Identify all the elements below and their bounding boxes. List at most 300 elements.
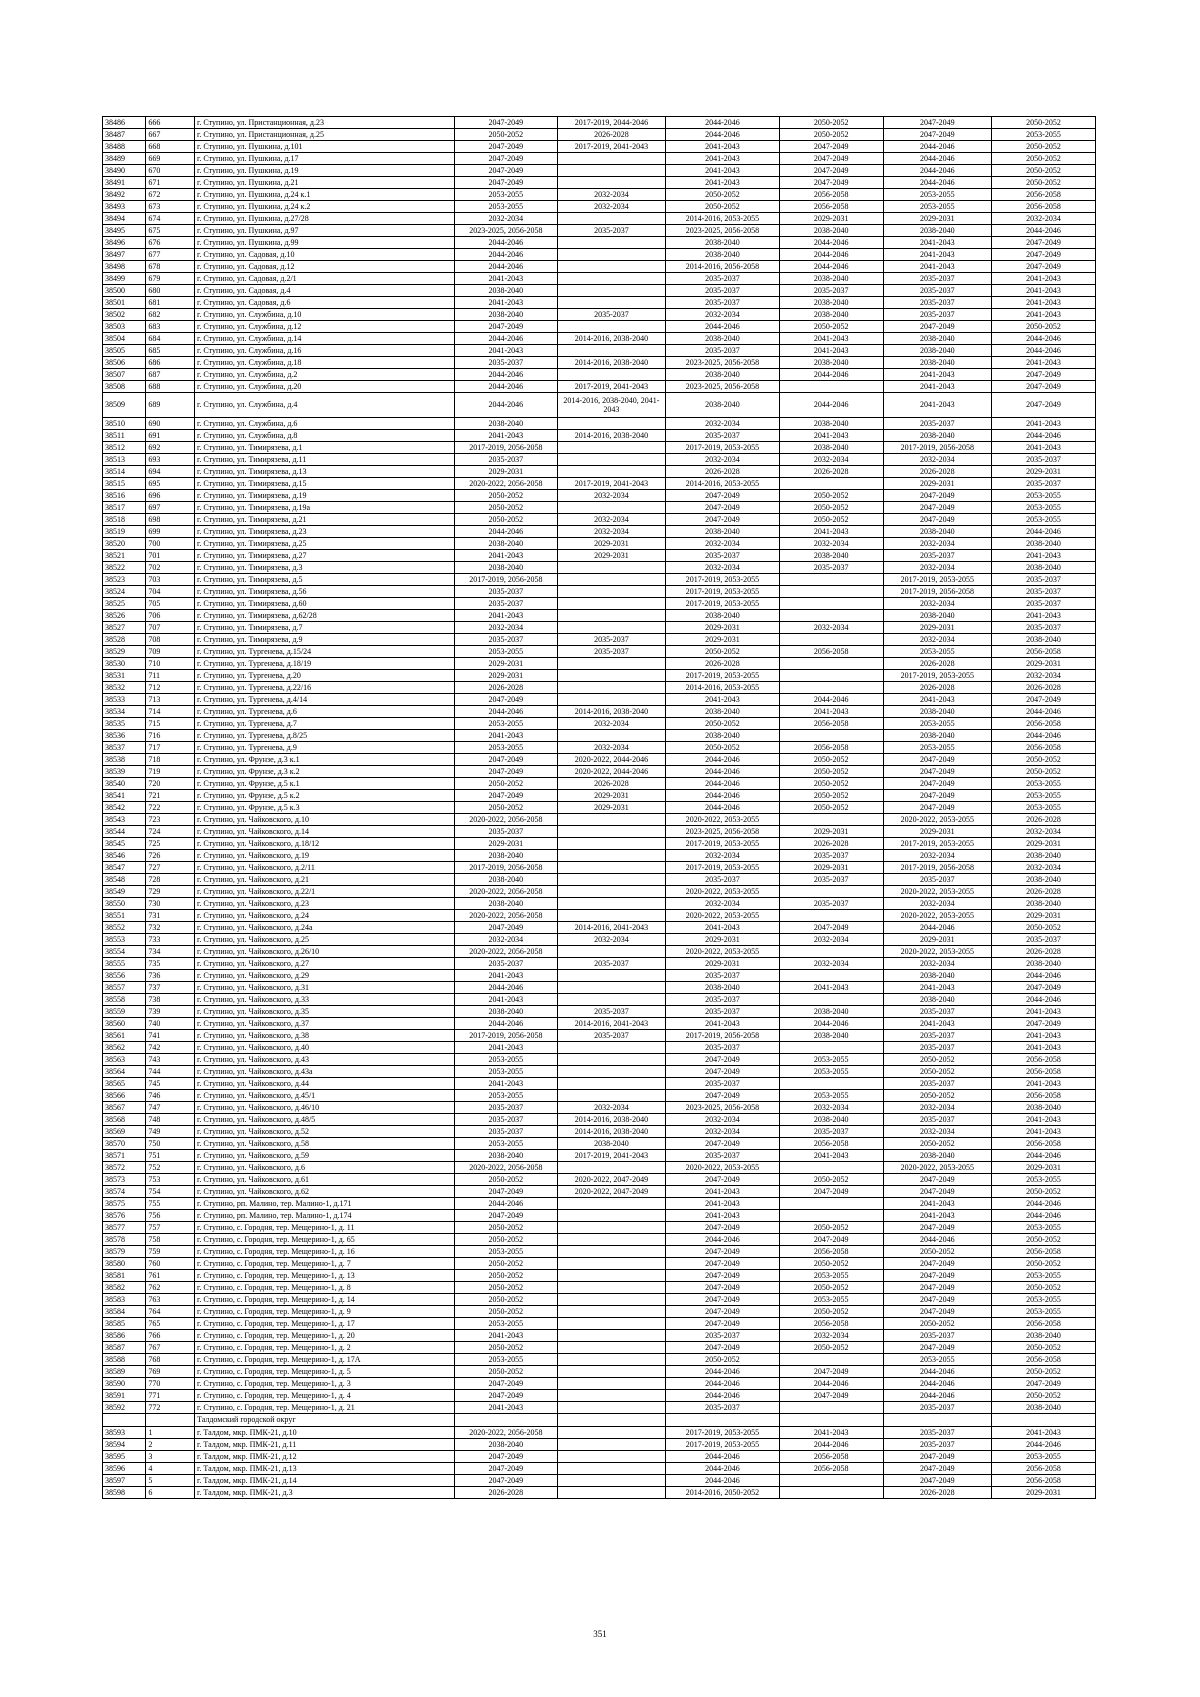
period-3-cell: 2044-2046 — [666, 1234, 780, 1246]
address-cell: г. Ступино, рп. Малино, тер. Малино-1, д.171 — [195, 1198, 455, 1210]
row-number-cell: 38536 — [103, 730, 146, 742]
period-5-cell: 2032-2034 — [883, 562, 991, 574]
row-number-cell: 38593 — [103, 1427, 146, 1439]
period-4-cell: 2047-2049 — [779, 1234, 883, 1246]
period-1-cell — [454, 1414, 557, 1427]
local-number-cell: 754 — [146, 1186, 195, 1198]
local-number-cell: 727 — [146, 862, 195, 874]
period-6-cell: 2038-2040 — [991, 898, 1095, 910]
period-5-cell: 2053-2055 — [883, 189, 991, 201]
period-5-cell: 2029-2031 — [883, 478, 991, 490]
period-1-cell: 2047-2049 — [454, 1186, 557, 1198]
period-6-cell: 2029-2031 — [991, 838, 1095, 850]
period-6-cell: 2032-2034 — [991, 670, 1095, 682]
address-cell: г. Ступино, ул. Тургенева, д.15/24 — [195, 646, 455, 658]
period-4-cell: 2032-2034 — [779, 454, 883, 466]
row-number-cell: 38550 — [103, 898, 146, 910]
local-number-cell: 695 — [146, 478, 195, 490]
table-row — [103, 1126, 1096, 1138]
period-6-cell: 2035-2037 — [991, 586, 1095, 598]
period-6-cell: 2053-2055 — [991, 1270, 1095, 1282]
period-5-cell: 2050-2052 — [883, 1138, 991, 1150]
table-row — [103, 1342, 1096, 1354]
period-5-cell: 2044-2046 — [883, 141, 991, 153]
period-4-cell — [779, 1487, 883, 1499]
table-row — [103, 1318, 1096, 1330]
period-2-cell — [557, 1463, 665, 1475]
period-3-cell: 2047-2049 — [666, 1258, 780, 1270]
period-4-cell: 2047-2049 — [779, 153, 883, 165]
period-6-cell: 2026-2028 — [991, 946, 1095, 958]
row-number-cell: 38489 — [103, 153, 146, 165]
period-5-cell: 2029-2031 — [883, 826, 991, 838]
period-4-cell — [779, 1210, 883, 1222]
period-5-cell: 2047-2049 — [883, 490, 991, 502]
local-number-cell: 764 — [146, 1306, 195, 1318]
period-2-cell: 2032-2034 — [557, 742, 665, 754]
address-cell: г. Ступино, ул. Чайковского, д.25 — [195, 934, 455, 946]
address-cell: г. Ступино, с. Городня, тер. Мещерино-1, д. 11 — [195, 1222, 455, 1234]
row-number-cell: 38568 — [103, 1114, 146, 1126]
table-row — [103, 742, 1096, 754]
period-2-cell: 2017-2019, 2041-2043 — [557, 478, 665, 490]
period-3-cell: 2044-2046 — [666, 754, 780, 766]
period-1-cell: 2050-2052 — [454, 1270, 557, 1282]
local-number-cell: 682 — [146, 309, 195, 321]
period-5-cell: 2047-2049 — [883, 1294, 991, 1306]
period-4-cell: 2044-2046 — [779, 1018, 883, 1030]
row-number-cell: 38558 — [103, 994, 146, 1006]
address-cell: г. Ступино, ул. Чайковского, д.43а — [195, 1066, 455, 1078]
address-cell: г. Ступино, ул. Чайковского, д.40 — [195, 1042, 455, 1054]
period-5-cell: 2035-2037 — [883, 1030, 991, 1042]
local-number-cell: 749 — [146, 1126, 195, 1138]
period-6-cell: 2053-2055 — [991, 1451, 1095, 1463]
row-number-cell: 38522 — [103, 562, 146, 574]
period-1-cell: 2041-2043 — [454, 550, 557, 562]
period-6-cell: 2053-2055 — [991, 802, 1095, 814]
period-5-cell: 2026-2028 — [883, 658, 991, 670]
address-cell: г. Ступино, ул. Службина, д.16 — [195, 345, 455, 357]
period-1-cell: 2035-2037 — [454, 598, 557, 610]
period-6-cell: 2035-2037 — [991, 574, 1095, 586]
period-1-cell: 2047-2049 — [454, 1475, 557, 1487]
address-cell: г. Ступино, ул. Тургенева, д.4/14 — [195, 694, 455, 706]
period-6-cell: 2050-2052 — [991, 153, 1095, 165]
period-6-cell: 2047-2049 — [991, 261, 1095, 273]
period-5-cell: 2047-2049 — [883, 778, 991, 790]
row-number-cell: 38596 — [103, 1463, 146, 1475]
row-number-cell: 38519 — [103, 526, 146, 538]
period-5-cell: 2020-2022, 2053-2055 — [883, 1162, 991, 1174]
local-number-cell: 701 — [146, 550, 195, 562]
period-2-cell — [557, 153, 665, 165]
table-row — [103, 1138, 1096, 1150]
period-1-cell: 2044-2046 — [454, 1018, 557, 1030]
period-2-cell — [557, 502, 665, 514]
period-6-cell: 2035-2037 — [991, 934, 1095, 946]
local-number-cell: 700 — [146, 538, 195, 550]
period-3-cell: 2032-2034 — [666, 538, 780, 550]
period-4-cell — [779, 886, 883, 898]
period-2-cell: 2029-2031 — [557, 790, 665, 802]
table-row — [103, 886, 1096, 898]
row-number-cell: 38504 — [103, 333, 146, 345]
period-4-cell: 2047-2049 — [779, 922, 883, 934]
period-5-cell: 2029-2031 — [883, 213, 991, 225]
period-3-cell: 2017-2019, 2053-2055 — [666, 838, 780, 850]
address-cell: г. Ступино, ул. Чайковского, д.14 — [195, 826, 455, 838]
period-5-cell: 2047-2049 — [883, 766, 991, 778]
local-number-cell: 750 — [146, 1138, 195, 1150]
period-4-cell: 2056-2058 — [779, 1451, 883, 1463]
period-1-cell: 2047-2049 — [454, 165, 557, 177]
row-number-cell — [103, 1414, 146, 1427]
table-row — [103, 1487, 1096, 1499]
period-1-cell: 2053-2055 — [454, 1090, 557, 1102]
period-1-cell: 2032-2034 — [454, 622, 557, 634]
local-number-cell: 4 — [146, 1463, 195, 1475]
period-3-cell: 2035-2037 — [666, 1150, 780, 1162]
period-4-cell: 2032-2034 — [779, 934, 883, 946]
period-1-cell: 2044-2046 — [454, 261, 557, 273]
local-number-cell: 666 — [146, 117, 195, 129]
period-1-cell: 2029-2031 — [454, 670, 557, 682]
period-1-cell: 2047-2049 — [454, 766, 557, 778]
address-cell: г. Ступино, ул. Садовая, д.2/1 — [195, 273, 455, 285]
period-5-cell: 2044-2046 — [883, 1378, 991, 1390]
table-row — [103, 646, 1096, 658]
period-5-cell: 2047-2049 — [883, 1475, 991, 1487]
period-5-cell: 2020-2022, 2053-2055 — [883, 814, 991, 826]
period-2-cell: 2017-2019, 2041-2043 — [557, 381, 665, 393]
period-2-cell: 2035-2037 — [557, 1006, 665, 1018]
period-1-cell: 2017-2019, 2056-2058 — [454, 574, 557, 586]
row-number-cell: 38514 — [103, 466, 146, 478]
table-row — [103, 321, 1096, 333]
period-2-cell — [557, 874, 665, 886]
period-1-cell: 2035-2037 — [454, 958, 557, 970]
table-row — [103, 466, 1096, 478]
local-number-cell: 772 — [146, 1402, 195, 1414]
period-2-cell: 2014-2016, 2038-2040 — [557, 1114, 665, 1126]
period-6-cell: 2029-2031 — [991, 910, 1095, 922]
period-1-cell: 2038-2040 — [454, 874, 557, 886]
local-number-cell: 686 — [146, 357, 195, 369]
period-5-cell: 2038-2040 — [883, 430, 991, 442]
period-1-cell: 2035-2037 — [454, 1114, 557, 1126]
address-cell: г. Ступино, ул. Чайковского, д.29 — [195, 970, 455, 982]
period-3-cell: 2047-2049 — [666, 1222, 780, 1234]
period-5-cell: 2017-2019, 2056-2058 — [883, 442, 991, 454]
period-6-cell: 2047-2049 — [991, 237, 1095, 249]
table-row — [103, 670, 1096, 682]
table-row — [103, 1270, 1096, 1282]
period-4-cell: 2050-2052 — [779, 1306, 883, 1318]
period-3-cell: 2047-2049 — [666, 490, 780, 502]
address-cell: г. Ступино, ул. Тимирязева, д.5 — [195, 574, 455, 586]
row-number-cell: 38551 — [103, 910, 146, 922]
period-6-cell: 2044-2046 — [991, 1198, 1095, 1210]
table-row — [103, 1475, 1096, 1487]
row-number-cell: 38576 — [103, 1210, 146, 1222]
table-row — [103, 946, 1096, 958]
local-number-cell: 759 — [146, 1246, 195, 1258]
period-4-cell: 2038-2040 — [779, 273, 883, 285]
row-number-cell: 38580 — [103, 1258, 146, 1270]
local-number-cell: 705 — [146, 598, 195, 610]
period-1-cell: 2053-2055 — [454, 1318, 557, 1330]
period-5-cell: 2047-2049 — [883, 117, 991, 129]
period-3-cell: 2029-2031 — [666, 934, 780, 946]
period-4-cell — [779, 682, 883, 694]
period-3-cell: 2041-2043 — [666, 694, 780, 706]
row-number-cell: 38548 — [103, 874, 146, 886]
local-number-cell: 766 — [146, 1330, 195, 1342]
period-6-cell: 2056-2058 — [991, 189, 1095, 201]
address-cell: г. Ступино, ул. Чайковского, д.62 — [195, 1186, 455, 1198]
table-body — [103, 117, 1096, 1499]
period-4-cell: 2038-2040 — [779, 442, 883, 454]
period-3-cell: 2044-2046 — [666, 321, 780, 333]
table-row — [103, 550, 1096, 562]
period-2-cell — [557, 1487, 665, 1499]
row-number-cell: 38582 — [103, 1282, 146, 1294]
address-cell: г. Ступино, ул. Чайковского, д.22/1 — [195, 886, 455, 898]
period-1-cell: 2050-2052 — [454, 1342, 557, 1354]
address-cell: г. Ступино, ул. Пушкина, д.19 — [195, 165, 455, 177]
local-number-cell: 771 — [146, 1390, 195, 1402]
period-4-cell — [779, 730, 883, 742]
address-cell: г. Ступино, с. Городня, тер. Мещерино-1, д. 13 — [195, 1270, 455, 1282]
period-6-cell: 2056-2058 — [991, 718, 1095, 730]
period-4-cell: 2038-2040 — [779, 1006, 883, 1018]
local-number-cell: 697 — [146, 502, 195, 514]
period-4-cell: 2035-2037 — [779, 562, 883, 574]
local-number-cell: 704 — [146, 586, 195, 598]
period-6-cell: 2053-2055 — [991, 514, 1095, 526]
period-4-cell: 2050-2052 — [779, 778, 883, 790]
period-3-cell: 2050-2052 — [666, 718, 780, 730]
table-row — [103, 934, 1096, 946]
table-row — [103, 237, 1096, 249]
period-6-cell: 2041-2043 — [991, 610, 1095, 622]
period-4-cell — [779, 1162, 883, 1174]
table-row — [103, 141, 1096, 153]
row-number-cell: 38563 — [103, 1054, 146, 1066]
address-cell: г. Ступино, с. Городня, тер. Мещерино-1, д. 9 — [195, 1306, 455, 1318]
period-2-cell — [557, 261, 665, 273]
address-cell: г. Ступино, ул. Чайковского, д.27 — [195, 958, 455, 970]
table-row — [103, 754, 1096, 766]
row-number-cell: 38500 — [103, 285, 146, 297]
address-cell: г. Ступино, ул. Пушкина, д.21 — [195, 177, 455, 189]
local-number-cell: 742 — [146, 1042, 195, 1054]
period-3-cell: 2035-2037 — [666, 430, 780, 442]
table-row — [103, 1439, 1096, 1451]
table-row — [103, 814, 1096, 826]
period-3-cell: 2020-2022, 2053-2055 — [666, 886, 780, 898]
table-row — [103, 1042, 1096, 1054]
period-2-cell — [557, 418, 665, 430]
table-row — [103, 1246, 1096, 1258]
table-row — [103, 1378, 1096, 1390]
period-3-cell: 2044-2046 — [666, 1390, 780, 1402]
period-5-cell: 2035-2037 — [883, 309, 991, 321]
period-2-cell: 2020-2022, 2047-2049 — [557, 1174, 665, 1186]
period-5-cell: 2038-2040 — [883, 610, 991, 622]
row-number-cell: 38556 — [103, 970, 146, 982]
local-number-cell: 3 — [146, 1451, 195, 1463]
period-1-cell: 2050-2052 — [454, 1174, 557, 1186]
period-5-cell: 2047-2049 — [883, 1258, 991, 1270]
period-6-cell: 2041-2043 — [991, 1126, 1095, 1138]
period-3-cell: 2044-2046 — [666, 1463, 780, 1475]
period-5-cell: 2047-2049 — [883, 1463, 991, 1475]
local-number-cell: 689 — [146, 393, 195, 418]
local-number-cell: 675 — [146, 225, 195, 237]
address-cell: г. Ступино, с. Городня, тер. Мещерино-1, д. 4 — [195, 1390, 455, 1402]
period-3-cell: 2020-2022, 2053-2055 — [666, 1162, 780, 1174]
table-row — [103, 1114, 1096, 1126]
period-2-cell: 2035-2037 — [557, 634, 665, 646]
table-row — [103, 1054, 1096, 1066]
period-1-cell: 2035-2037 — [454, 826, 557, 838]
local-number-cell: 6 — [146, 1487, 195, 1499]
period-4-cell: 2044-2046 — [779, 393, 883, 418]
local-number-cell: 679 — [146, 273, 195, 285]
period-3-cell: 2032-2034 — [666, 898, 780, 910]
period-1-cell: 2053-2055 — [454, 201, 557, 213]
period-5-cell: 2020-2022, 2053-2055 — [883, 886, 991, 898]
local-number-cell: 726 — [146, 850, 195, 862]
table-row — [103, 430, 1096, 442]
period-3-cell: 2035-2037 — [666, 273, 780, 285]
table-row — [103, 766, 1096, 778]
row-number-cell: 38540 — [103, 778, 146, 790]
period-4-cell: 2050-2052 — [779, 766, 883, 778]
period-1-cell: 2035-2037 — [454, 1102, 557, 1114]
period-2-cell — [557, 694, 665, 706]
row-number-cell: 38535 — [103, 718, 146, 730]
row-number-cell: 38547 — [103, 862, 146, 874]
period-6-cell: 2053-2055 — [991, 502, 1095, 514]
period-4-cell: 2038-2040 — [779, 550, 883, 562]
period-1-cell: 2041-2043 — [454, 1078, 557, 1090]
period-5-cell: 2032-2034 — [883, 634, 991, 646]
period-6-cell: 2044-2046 — [991, 1150, 1095, 1162]
period-2-cell — [557, 1078, 665, 1090]
table-row — [103, 1402, 1096, 1414]
period-1-cell: 2038-2040 — [454, 850, 557, 862]
period-2-cell — [557, 886, 665, 898]
period-3-cell: 2047-2049 — [666, 1294, 780, 1306]
table-row — [103, 1102, 1096, 1114]
period-2-cell: 2017-2019, 2041-2043 — [557, 141, 665, 153]
local-number-cell: 752 — [146, 1162, 195, 1174]
period-6-cell: 2056-2058 — [991, 1318, 1095, 1330]
period-4-cell: 2035-2037 — [779, 898, 883, 910]
local-number-cell: 676 — [146, 237, 195, 249]
period-5-cell: 2038-2040 — [883, 345, 991, 357]
period-4-cell — [779, 670, 883, 682]
period-1-cell: 2044-2046 — [454, 333, 557, 345]
period-6-cell: 2026-2028 — [991, 682, 1095, 694]
table-row — [103, 309, 1096, 321]
period-3-cell: 2032-2034 — [666, 850, 780, 862]
period-5-cell: 2032-2034 — [883, 1102, 991, 1114]
period-2-cell — [557, 273, 665, 285]
period-6-cell: 2050-2052 — [991, 922, 1095, 934]
period-1-cell: 2050-2052 — [454, 1294, 557, 1306]
row-number-cell: 38589 — [103, 1366, 146, 1378]
local-number-cell: 756 — [146, 1210, 195, 1222]
period-4-cell: 2044-2046 — [779, 369, 883, 381]
period-2-cell: 2017-2019, 2044-2046 — [557, 117, 665, 129]
row-number-cell: 38518 — [103, 514, 146, 526]
period-2-cell: 2032-2034 — [557, 1102, 665, 1114]
table-row — [103, 1294, 1096, 1306]
address-cell: г. Ступино, с. Городня, тер. Мещерино-1, д. 20 — [195, 1330, 455, 1342]
address-cell: г. Ступино, ул. Чайковского, д.59 — [195, 1150, 455, 1162]
period-6-cell: 2050-2052 — [991, 754, 1095, 766]
period-5-cell: 2038-2040 — [883, 730, 991, 742]
address-cell: г. Талдом, мкр. ПМК-21, д.12 — [195, 1451, 455, 1463]
period-1-cell: 2038-2040 — [454, 1006, 557, 1018]
period-2-cell — [557, 1270, 665, 1282]
period-2-cell — [557, 814, 665, 826]
row-number-cell: 38555 — [103, 958, 146, 970]
period-4-cell: 2041-2043 — [779, 526, 883, 538]
period-6-cell: 2035-2037 — [991, 454, 1095, 466]
address-cell: г. Ступино, ул. Чайковского, д.45/1 — [195, 1090, 455, 1102]
period-6-cell: 2041-2043 — [991, 550, 1095, 562]
period-6-cell — [991, 1414, 1095, 1427]
period-6-cell: 2050-2052 — [991, 117, 1095, 129]
local-number-cell: 724 — [146, 826, 195, 838]
period-4-cell — [779, 1402, 883, 1414]
local-number-cell: 763 — [146, 1294, 195, 1306]
period-2-cell — [557, 898, 665, 910]
row-number-cell: 38537 — [103, 742, 146, 754]
period-5-cell: 2041-2043 — [883, 1210, 991, 1222]
period-3-cell: 2047-2049 — [666, 1318, 780, 1330]
period-4-cell: 2050-2052 — [779, 1342, 883, 1354]
period-6-cell: 2050-2052 — [991, 1234, 1095, 1246]
period-1-cell: 2047-2049 — [454, 694, 557, 706]
period-1-cell: 2047-2049 — [454, 1210, 557, 1222]
row-number-cell: 38542 — [103, 802, 146, 814]
period-4-cell — [779, 1414, 883, 1427]
address-cell: г. Талдом, мкр. ПМК-21, д.11 — [195, 1439, 455, 1451]
period-2-cell — [557, 213, 665, 225]
period-3-cell: 2017-2019, 2053-2055 — [666, 574, 780, 586]
period-4-cell: 2029-2031 — [779, 213, 883, 225]
table-row — [103, 514, 1096, 526]
period-4-cell — [779, 574, 883, 586]
address-cell: г. Ступино, ул. Тимирязева, д.21 — [195, 514, 455, 526]
period-2-cell — [557, 297, 665, 309]
table-row — [103, 994, 1096, 1006]
period-3-cell: 2023-2025, 2056-2058 — [666, 357, 780, 369]
row-number-cell: 38523 — [103, 574, 146, 586]
period-4-cell: 2026-2028 — [779, 466, 883, 478]
address-cell: г. Ступино, ул. Чайковского, д.31 — [195, 982, 455, 994]
row-number-cell: 38539 — [103, 766, 146, 778]
local-number-cell: 690 — [146, 418, 195, 430]
address-cell: г. Ступино, ул. Тургенева, д.9 — [195, 742, 455, 754]
row-number-cell: 38584 — [103, 1306, 146, 1318]
